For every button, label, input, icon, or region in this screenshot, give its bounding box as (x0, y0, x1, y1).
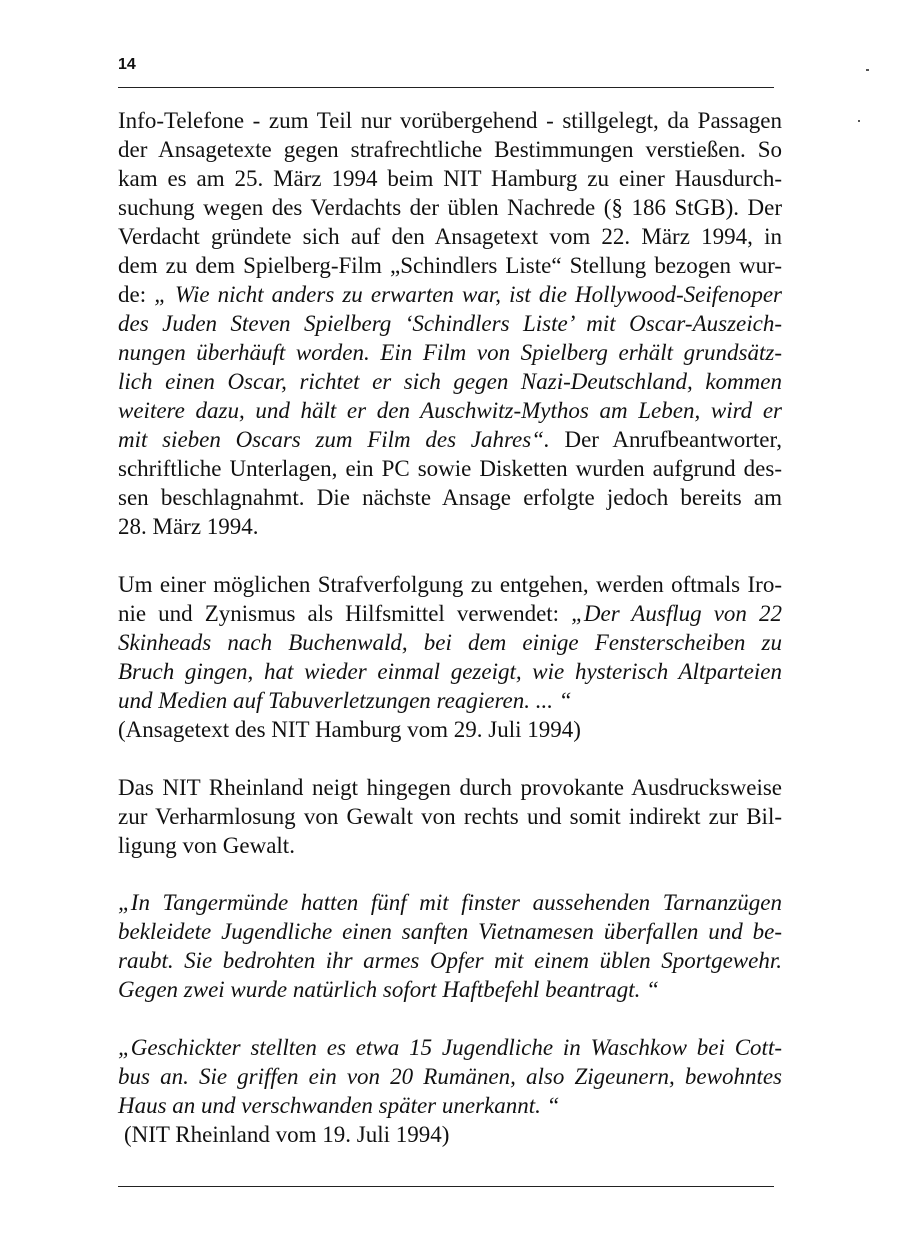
text-line: ligung von Gewalt. (118, 833, 295, 858)
text-line (118, 599, 782, 628)
text-run: de: (118, 282, 155, 307)
quote-line (118, 686, 782, 715)
text-run: Der Anrufbeantworter, (549, 427, 782, 452)
header-rule (118, 87, 774, 88)
quote-text: lich einen Oscar, richtet er sich gegen Nazi-Deutschland, kommen (118, 369, 782, 394)
quote-text: „Der Ausflug von 22 (571, 601, 782, 626)
quote-line (118, 309, 782, 338)
footer-rule (118, 1186, 774, 1187)
quote-text: nungen überhäuft worden. Ein Film von Spielberg erhält grundsätz- (118, 340, 782, 365)
quote-text: und Medien auf Tabuverletzungen reagieren. ... “ (118, 688, 572, 713)
quote-line (118, 1062, 782, 1091)
quote-line (118, 975, 782, 1004)
quote-line (118, 628, 782, 657)
text-line: Verdacht gründete sich auf den Ansagetext vom 22. März 1994, in (118, 224, 782, 249)
text-line: schriftliche Unterlagen, ein PC sowie Disketten wurden aufgrund des- (118, 456, 782, 481)
quote-line (118, 367, 782, 396)
quote-text: mit sieben Oscars zum Film des Jahres“. (118, 427, 550, 452)
quote-line (118, 1091, 782, 1120)
quote-text: weitere dazu, und hält er den Auschwitz-Mythos am Leben, wird er (118, 398, 782, 423)
page-number: 14 (118, 56, 136, 73)
quote-line (118, 1033, 782, 1062)
quote-text: bus an. Sie griffen ein von 20 Rumänen, also Zigeunern, bewohntes (118, 1064, 782, 1089)
quote-text: Haus an und verschwanden später unerkannt. “ (118, 1093, 560, 1118)
quote-text: raubt. Sie bedrohten ihr armes Opfer mit einem üblen Sportgewehr. (118, 948, 782, 973)
quote-text: „ Wie nicht anders zu erwarten war, ist die Hollywood-Seifenoper (154, 282, 783, 307)
text-line: kam es am 25. März 1994 beim NIT Hamburg zu einer Hausdurch- (118, 166, 782, 191)
quote-text: bekleidete Jugendliche einen sanften Vietnamesen überfallen und be- (118, 919, 782, 944)
quote-text: des Juden Steven Spielberg ‘Schindlers Liste’ mit Oscar-Auszeich- (118, 311, 782, 336)
text-line: suchung wegen des Verdachts der üblen Nachrede (§ 186 StGB). Der (118, 195, 782, 220)
quote-line (118, 338, 782, 367)
text-line: zur Verharmlosung von Gewalt von rechts und somit indirekt zur Bil- (118, 804, 782, 829)
text-line (118, 425, 782, 454)
quote-line (118, 396, 782, 425)
text-line: 28. März 1994. (118, 514, 259, 539)
text-line: dem zu dem Spielberg-Film „Schindlers Liste“ Stellung bezogen wur- (118, 253, 782, 278)
text-line (118, 280, 782, 309)
quote-line (118, 657, 782, 686)
quote-text: Skinheads nach Buchenwald, bei dem einige Fensterscheiben zu (118, 630, 782, 655)
text-line: Info-Telefone - zum Teil nur vorübergehend - stillgelegt, da Passagen (118, 108, 782, 133)
text-line: der Ansagetexte gegen strafrechtliche Bestimmungen verstießen. So (118, 137, 782, 162)
quote-text: Bruch gingen, hat wieder einmal gezeigt, wie hysterisch Altparteien (118, 659, 782, 684)
quote-line (118, 946, 782, 975)
quote-line (118, 888, 782, 917)
text-line: Das NIT Rheinland neigt hingegen durch provokante Ausdrucksweise (118, 775, 782, 800)
quote-line (118, 917, 782, 946)
scan-speck (866, 69, 869, 71)
text-line: Um einer möglichen Strafverfolgung zu entgehen, werden oftmals Iro- (118, 572, 782, 597)
text-line: sen beschlagnahmt. Die nächste Ansage erfolgte jedoch bereits am (118, 485, 782, 510)
quote-text: „Geschickter stellten es etwa 15 Jugendliche in Waschkow bei Cott- (118, 1035, 782, 1060)
scan-speck (858, 120, 860, 122)
quote-text: „In Tangermünde hatten fünf mit finster aussehenden Tarnanzügen (118, 890, 782, 915)
text-run: nie und Zynismus als Hilfsmittel verwendet: (118, 601, 572, 626)
source-citation: (Ansagetext des NIT Hamburg vom 29. Juli 1994) (118, 717, 581, 742)
quote-text: Gegen zwei wurde natürlich sofort Haftbefehl beantragt. “ (118, 977, 659, 1002)
source-citation: (NIT Rheinland vom 19. Juli 1994) (124, 1122, 450, 1147)
